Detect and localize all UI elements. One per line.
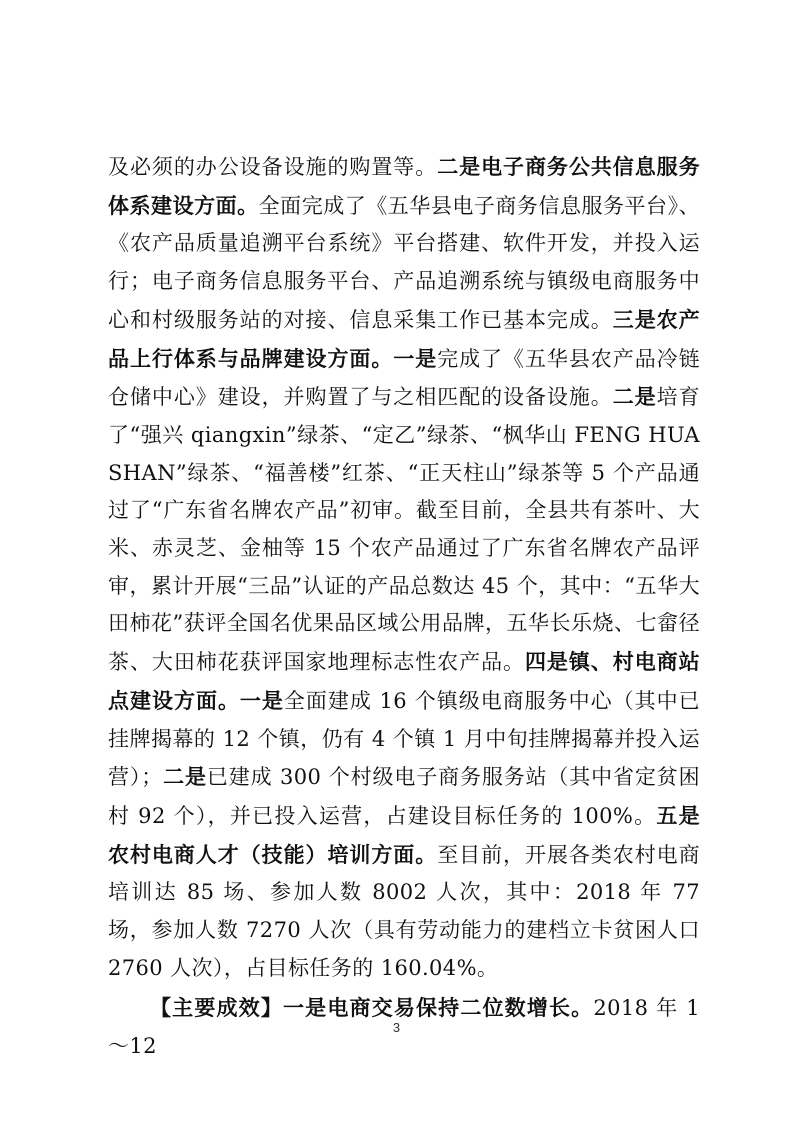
- body-paragraph: [108, 148, 700, 987]
- bold-text-run: 二是电子商务公共信息服务体系建设方面。: [108, 154, 700, 218]
- bold-text-run: 二是: [162, 764, 207, 790]
- text-run: 全面建成 16 个镇级电商服务中心（其中已挂牌揭幕的 12 个镇，仍有 4 个镇 1 月中旬挂牌揭幕并投入运营）；: [108, 688, 700, 790]
- bold-text-run: 二是: [612, 384, 657, 410]
- page-number: 3: [392, 1020, 401, 1035]
- text-run: 2018 年 1～12: [108, 996, 700, 1059]
- text-run: 全面完成了《五华县电子商务信息服务平台》、《农产品质量追溯平台系统》平台搭建、软件开发，并投入运行；电子商务信息服务平台、产品追溯系统与镇级电商服务中心和村级服务站的对接、信息采集工作已基本完成。: [108, 193, 700, 332]
- text-run: 及必须的办公设备设施的购置等。: [108, 155, 438, 179]
- text-run: 至目前，开展各类农村电商培训达 85 场、参加人数 8002 人次，其中：2018 年 77 场，参加人数 7270 人次（具有劳动能力的建档立卡贫困人口 2760 人次），占目标任务的 160.04%。: [108, 842, 700, 980]
- text-run: 已建成 300 个村级电子商务服务站（其中省定贫困村 92 个），并已投入运营，占建设目标任务的 100%。: [108, 765, 701, 828]
- document-body: [108, 148, 700, 1066]
- bold-text-run: 四是镇、村电商站点建设方面。一是: [108, 649, 700, 713]
- bold-text-run: 【主要成效】一是电商交易保持二位数增长。: [150, 995, 594, 1021]
- text-run: 培育了“强兴 qiangxin”绿茶、“定乙”绿茶、“枫华山 FENG HUA SHAN”绿茶、“福善楼”红茶、“正天柱山”绿茶等 5 个产品通过了“广东省名牌农产品”初审。截至目前，全县共有茶叶、大米、赤灵芝、金柚等 15 个农产品通过了广东省名牌农产品评审，累计开展“三品”认证的产品总数达 45 个，其中：“五华大田柿花”获评全国名优果品区域公用品牌，五华长乐烧、七畲径茶、大田柿花获评国家地理标志性农产品。: [108, 385, 700, 675]
- bold-text-run: 五是农村电商人才（技能）培训方面。: [108, 802, 700, 867]
- text-run: 完成了《五华县农产品冷链仓储中心》建设，并购置了与之相匹配的设备设施。: [108, 346, 700, 410]
- bold-text-run: 三是农产品上行体系与品牌建设方面。一是: [108, 306, 700, 371]
